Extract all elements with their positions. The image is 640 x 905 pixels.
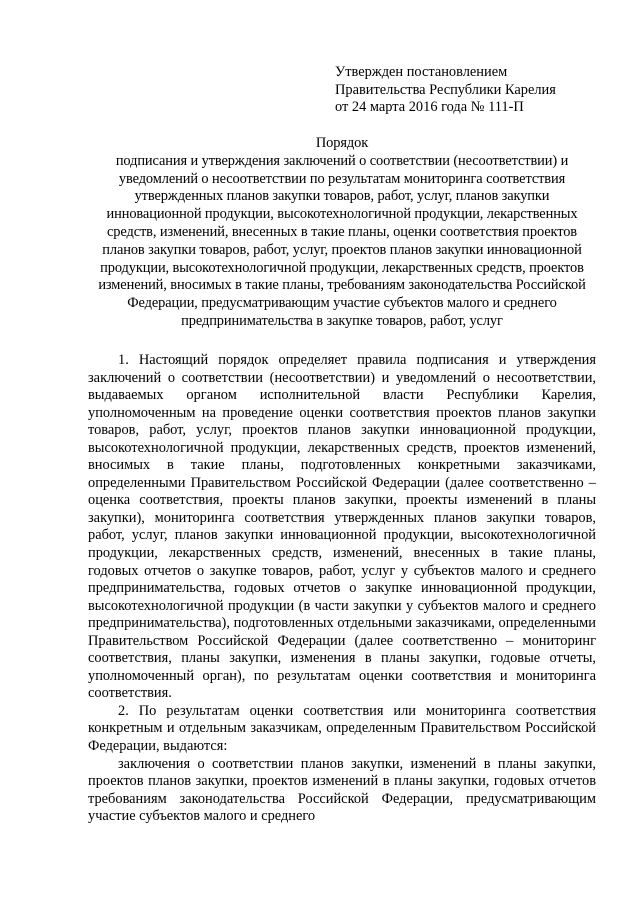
approval-line-3: от 24 марта 2016 года № 111-П — [335, 99, 524, 115]
paragraph-3: заключения о соответствии планов закупки, изменений в планы закупки, проектов планов закупки, проектов изменений в планы закупки, годовых отчетов требованиям законодательства Российской Федерации, предусматривающим участие субъектов малого и среднего — [88, 755, 596, 825]
document-title — [88, 135, 596, 331]
approval-line-1: Утвержден постановлением — [335, 64, 508, 80]
title-text: подписания и утверждения заключений о соответствии (несоответствии) и уведомлений о несоответствии по результатам мониторинга соответствия утвержденных планов закупки товаров, работ, услуг, планов закупки инновационной продукции, высокотехнологичной продукции, лекарственных средств, изменений, внесенных в такие планы, оценки соответствия проектов планов закупки товаров, работ, услуг, проектов планов закупки инновационной продукции, высокотехнологичной продукции, лекарственных средств, проектов изменений, вносимых в такие планы, требованиям законодательства Российской Федерации, предусматривающим участие субъектов малого и среднего предпринимательства в закупке товаров, работ, услуг — [98, 152, 586, 329]
approval-stamp — [335, 64, 556, 117]
title-heading: Порядок — [315, 135, 369, 151]
approval-line-2: Правительства Республики Карелия — [335, 81, 556, 98]
paragraph-1: 1. Настоящий порядок определяет правила подписания и утверждения заключений о соответствии (несоответствии) и уведомлений о несоответствии, выдаваемых органом исполнительной власти Республики Карелия, уполномоченным на проведение оценки соответствия проектов планов закупки товаров, работ, услуг, проектов планов закупки инновационной продукции, высокотехнологичной продукции, лекарственных средств, проектов изменений, вносимых в такие планы, подготовленных конкретными заказчиками, определенными Правительством Российской Федерации (далее соответственно – оценка соответствия, проекты планов закупки, проекты изменений в планы закупки), мониторинга соответствия утвержденных планов закупки товаров, работ, услуг, планов закупки инновационной продукции, высокотехнологичной продукции, лекарственных средств, изменений, внесенных в такие планы, годовых отчетов о закупке товаров, работ, услуг у субъектов малого и среднего предпринимательства, годовых отчетов о закупке инновационной продукции, высокотехнологичной продукции (в части закупки у субъектов малого и среднего предпринимательства), подготовленных отдельными заказчиками, определенными Правительством Российской Федерации (далее соответственно – мониторинг соответствия, планы закупки, изменения в планы закупки, годовые отчеты, уполномоченный орган), по результатам оценки соответствия и мониторинга соответствия. — [88, 352, 596, 702]
paragraph-2: 2. По результатам оценки соответствия или мониторинга соответствия конкретным и отдельным заказчикам, определенным Правительством Российской Федерации, выдаются: — [88, 702, 596, 755]
document-body — [88, 352, 596, 826]
